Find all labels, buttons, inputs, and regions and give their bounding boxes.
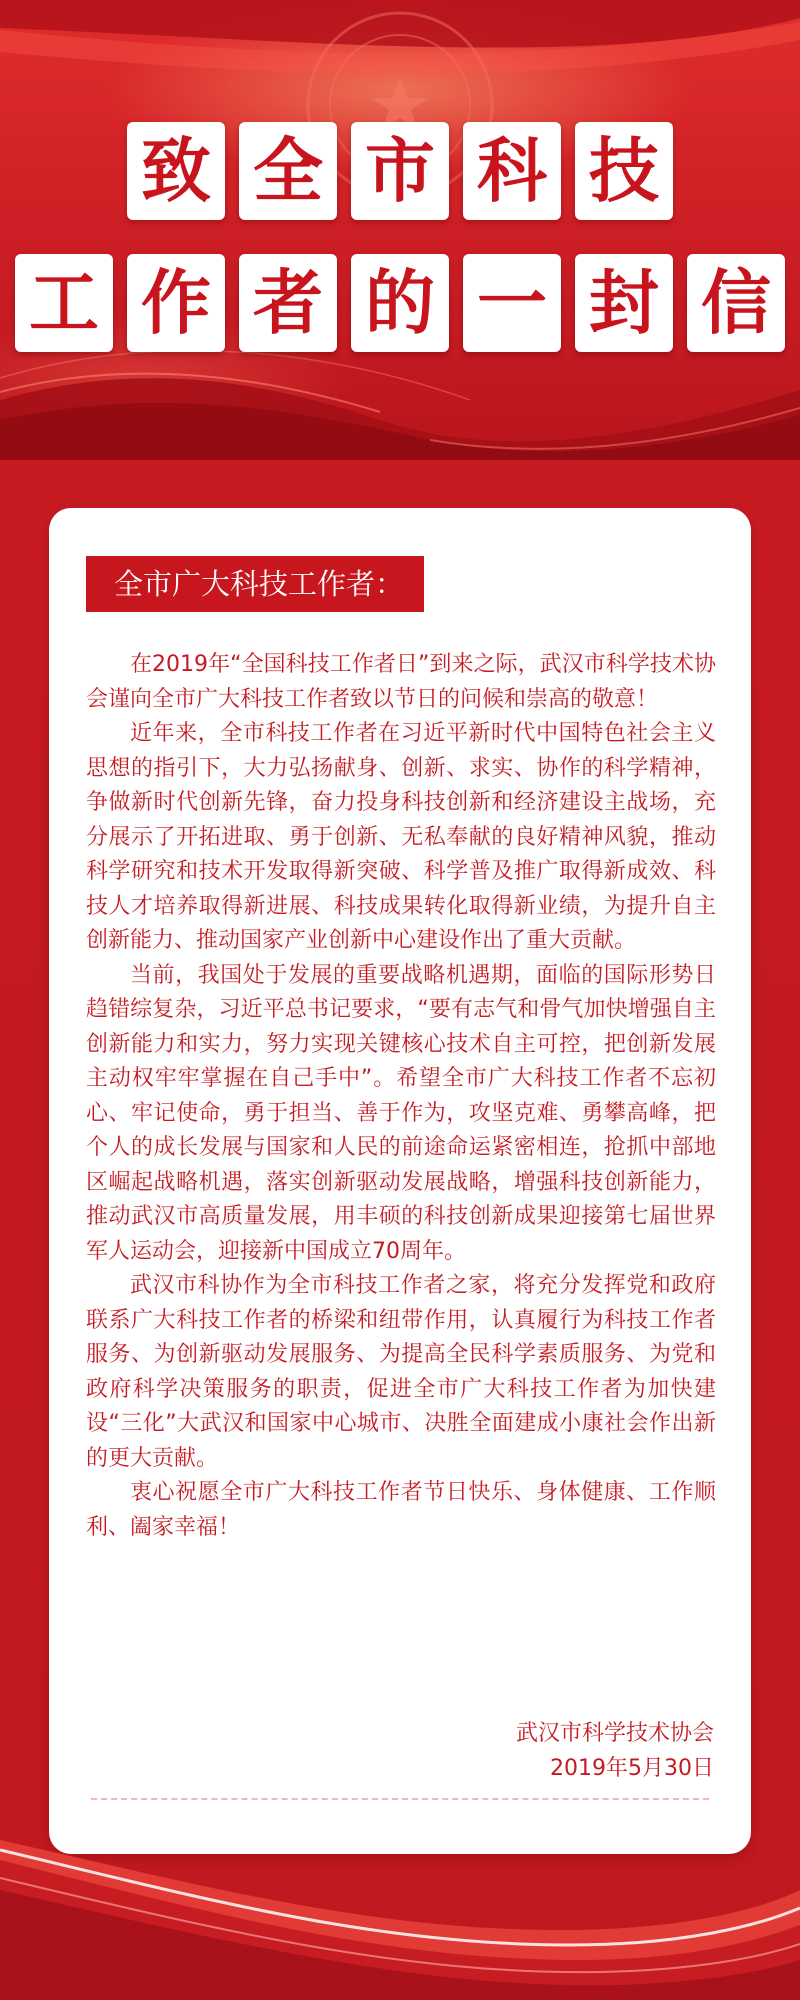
title-char-tile: 科 — [463, 122, 561, 220]
signature-org: 武汉市科学技术协会 — [515, 1721, 714, 1746]
title-char-tile: 封 — [575, 254, 673, 352]
letter-paragraph: 衷心祝愿全市广大科技工作者节日快乐、身体健康、工作顺利、阖家幸福！ — [86, 1480, 716, 1540]
title-char-tile: 市 — [351, 122, 449, 220]
bottom-wave-decoration — [0, 1820, 800, 2000]
title-char-tile: 全 — [239, 122, 337, 220]
title-char-tile: 工 — [15, 254, 113, 352]
title-char-tile: 信 — [687, 254, 785, 352]
header-decoration — [0, 0, 800, 460]
letter-body — [86, 648, 716, 1545]
title-line-1 — [0, 122, 800, 220]
letter-paragraph: 武汉市科协作为全市科技工作者之家，将充分发挥党和政府联系广大科技工作者的桥梁和纽带作用，认真履行为科技工作者服务、为创新驱动发展服务、为提高全民科学素质服务、为党和政府科学决策服务的职责，促进全市广大科技工作者为加快建设“三化”大武汉和国家中心城市、决胜全面建成小康社会作出新的更大贡献。 — [86, 1273, 716, 1471]
dashed-divider — [91, 1798, 709, 1800]
title-char-tile: 作 — [127, 254, 225, 352]
title-char-tile: 者 — [239, 254, 337, 352]
letter-paragraph: 近年来，全市科技工作者在习近平新时代中国特色社会主义思想的指引下，大力弘扬献身、创新、求实、协作的科学精神，争做新时代创新先锋，奋力投身科技创新和经济建设主战场，充分展示了开拓进取、勇于创新、无私奉献的良好精神风貌，推动科学研究和技术开发取得新突破、科学普及推广取得新成效、科技人才培养取得新进展、科技成果转化取得新业绩，为提升自主创新能力、推动国家产业创新中心建设作出了重大贡献。 — [86, 721, 716, 953]
header-banner — [0, 0, 800, 460]
signature-date: 2019年5月30日 — [550, 1756, 714, 1781]
letter-paragraph: 在2019年“全国科技工作者日”到来之际，武汉市科学技术协会谨向全市广大科技工作者致以节日的问候和崇高的敬意！ — [86, 652, 716, 712]
letter-paragraph: 当前，我国处于发展的重要战略机遇期，面临的国际形势日趋错综复杂，习近平总书记要求，“要有志气和骨气加快增强自主创新能力和实力，努力实现关键核心技术自主可控，把创新发展主动权牢牢掌握在自己手中”。希望全市广大科技工作者不忘初心、牢记使命，勇于担当、善于作为，攻坚克难、勇攀高峰，把个人的成长发展与国家和人民的前途命运紧密相连，抢抓中部地区崛起战略机遇，落实创新驱动发展战略，增强科技创新能力，推动武汉市高质量发展，用丰硕的科技创新成果迎接第七届世界军人运动会，迎接新中国成立70周年。 — [86, 962, 716, 1264]
title-char-tile: 一 — [463, 254, 561, 352]
title-line-2 — [0, 254, 800, 352]
title-char-tile: 技 — [575, 122, 673, 220]
salutation-heading: 全市广大科技工作者： — [86, 556, 424, 612]
signature-block — [516, 1716, 714, 1786]
title-char-tile: 致 — [127, 122, 225, 220]
letter-card — [49, 508, 751, 1854]
title-char-tile: 的 — [351, 254, 449, 352]
